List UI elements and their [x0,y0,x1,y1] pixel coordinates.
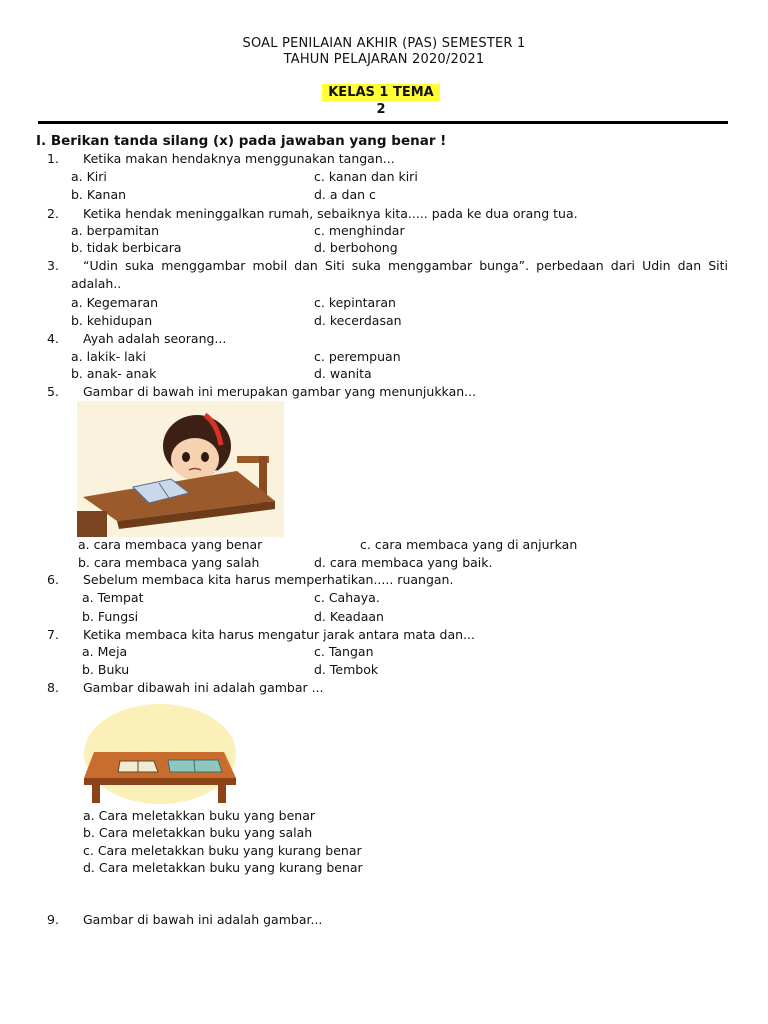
question-number: 2. [47,206,59,221]
question-text-continued: adalah.. [71,276,122,291]
question-text: Gambar di bawah ini merupakan gambar yang menunjukkan... [83,384,477,399]
section-instruction: I. Berikan tanda silang (x) pada jawaban yang benar ! [36,133,447,149]
option-c: c. menghindar [314,223,405,238]
question-text: “Udin suka menggambar mobil dan Siti suka menggambar bunga”. perbedaan dari Udin dan Siti [83,258,728,273]
header-divider [38,121,728,124]
question-number: 4. [47,331,59,346]
option-b: b. kehidupan [71,313,153,328]
question-number: 7. [47,627,59,642]
option-d: d. a dan c [314,187,376,202]
option-d: d. kecerdasan [314,313,402,328]
option-a: a. Meja [82,644,128,659]
option-d: d. cara membaca yang baik. [314,555,493,570]
class-theme-label: KELAS 1 TEMA 2 [322,84,440,101]
option-b: b. cara membaca yang salah [78,555,260,570]
option-c: c. Cara meletakkan buku yang kurang benar [83,843,362,858]
option-b: b. Buku [82,662,130,677]
option-a: a. Cara meletakkan buku yang benar [83,808,316,823]
option-a: a. Kiri [71,169,107,184]
girl-reading-illustration [77,401,284,537]
option-b: b. anak- anak [71,366,157,381]
option-c: c. cara membaca yang di anjurkan [360,537,578,552]
option-c: c. perempuan [314,349,401,364]
question-text: Ketika hendak meninggalkan rumah, sebaiknya kita..... pada ke dua orang tua. [83,206,578,221]
option-b: b. Kanan [71,187,127,202]
question-text: Sebelum membaca kita harus memperhatikan..... ruangan. [83,572,454,587]
question-number: 1. [47,151,59,166]
option-c: c. Cahaya. [314,590,380,605]
books-on-table-illustration [82,698,238,806]
option-d: d. berbohong [314,240,398,255]
option-b: b. tidak berbicara [71,240,182,255]
option-d: d. Cara meletakkan buku yang kurang benar [83,860,363,875]
exam-title: SOAL PENILAIAN AKHIR (PAS) SEMESTER 1 [242,36,526,51]
option-a: a. lakik- laki [71,349,147,364]
option-d: d. Tembok [314,662,379,677]
question-text: Gambar di bawah ini adalah gambar... [83,912,323,927]
school-year: TAHUN PELAJARAN 2020/2021 [283,52,485,67]
question-text: Ayah adalah seorang... [83,331,227,346]
option-c: c. kepintaran [314,295,396,310]
option-c: c. Tangan [314,644,374,659]
question-text: Gambar dibawah ini adalah gambar ... [83,680,324,695]
option-a: a. Tempat [82,590,144,605]
option-a: a. cara membaca yang benar [78,537,263,552]
question-text: Ketika membaca kita harus mengatur jarak antara mata dan... [83,627,475,642]
question-number: 5. [47,384,59,399]
question-number: 6. [47,572,59,587]
question-number: 3. [47,258,59,273]
option-a: a. berpamitan [71,223,160,238]
option-b: b. Cara meletakkan buku yang salah [83,825,313,840]
option-d: d. Keadaan [314,609,384,624]
question-text: Ketika makan hendaknya menggunakan tangan... [83,151,395,166]
question-number: 9. [47,912,59,927]
question-number: 8. [47,680,59,695]
option-d: d. wanita [314,366,372,381]
option-c: c. kanan dan kiri [314,169,418,184]
option-a: a. Kegemaran [71,295,159,310]
option-b: b. Fungsi [82,609,139,624]
